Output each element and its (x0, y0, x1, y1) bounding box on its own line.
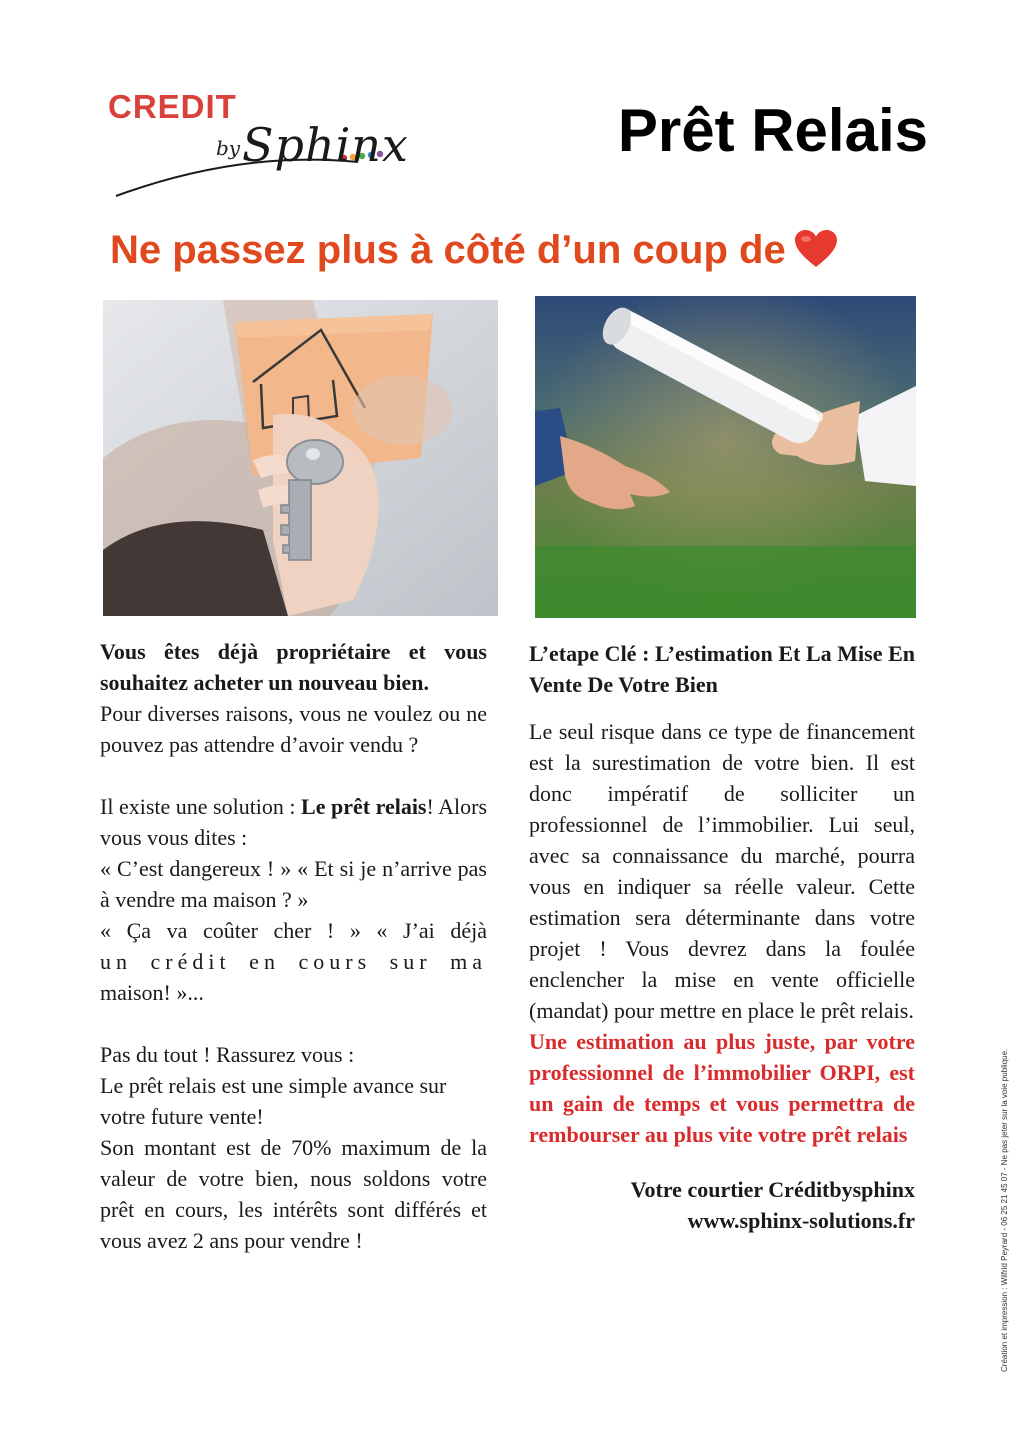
left-p2-bold: Le prêt relais (301, 794, 427, 819)
left-paragraph-3-line2: Le prêt relais est une simple avance sur votre future vente! (100, 1073, 447, 1129)
logo-credit-by-sphinx (108, 88, 409, 198)
photo-handing-document (535, 296, 916, 618)
tagline (110, 228, 838, 273)
tagline-text: Ne passez plus à côté d’un coup de (110, 228, 786, 272)
right-body: Le seul risque dans ce type de financement est la surestimation de votre bien. Il est donc impératif de solliciter un professionnel de l’immobilier. Lui seul, avec sa connaissance du marché, pourra vous en indiquer sa réelle valeur. Cette estimation sera déterminante dans votre projet ! Vous devrez dans la foulée enclencher la mise en vente officielle (mandat) pour mettre en place le prêt relais. (529, 719, 915, 1023)
signature-broker: Votre courtier Créditbysphinx (630, 1177, 915, 1202)
vertical-credits: Création et impression : Wilfrid Peyrard - 06 25 21 45 07 - Ne pas jeter sur la voie publique. (1000, 1048, 1009, 1372)
photo-hand-holding-key (103, 300, 498, 616)
signature-website: www.sphinx-solutions.fr (687, 1208, 915, 1233)
left-paragraph-1: Pour diverses raisons, vous ne voulez ou ne pouvez pas attendre d’avoir vendu ? (100, 701, 487, 757)
left-quotes-3: un crédit en cours sur ma (100, 949, 487, 974)
left-quotes-1: « C’est dangereux ! » « Et si je n’arrive pas à vendre ma maison ? » (100, 856, 487, 912)
left-paragraph-3-line3: Son montant est de 70% maximum de la valeur de votre bien, nous soldons votre prêt en cours, les intérêts sont différés et vous avez 2 ans pour vendre ! (100, 1135, 487, 1253)
left-quotes-4: maison! »... (100, 980, 204, 1005)
left-p2-before: Il existe une solution : (100, 794, 302, 819)
left-intro: Vous êtes déjà propriétaire et vous souhaitez acheter un nouveau bien. (100, 639, 487, 695)
left-paragraph-3-line1: Pas du tout ! Rassurez vous : (100, 1042, 355, 1067)
left-column (100, 636, 487, 1256)
page-title: Prêt Relais (617, 97, 928, 164)
right-highlight: Une estimation au plus juste, par votre professionnel de l’immobilier ORPI, est un gain de temps et vous permettra de rembourser au plus vite votre prêt relais (529, 1029, 915, 1147)
logo-credit-word: CREDIT (108, 88, 237, 125)
left-p2-after: ! Alors vous vous dites : (100, 794, 488, 850)
heart-icon (794, 229, 838, 269)
logo-by-word: by (216, 136, 241, 160)
left-quotes-2: « Ça va coûter cher ! » « J’ai déjà (100, 918, 487, 943)
right-heading: L’etape Clé : L’estimation Et La Mise En Vente De Votre Bien (529, 641, 915, 697)
right-column (529, 638, 915, 1236)
left-paragraph-2 (100, 791, 487, 853)
logo-sphinx-script: Sphinx (242, 118, 409, 172)
